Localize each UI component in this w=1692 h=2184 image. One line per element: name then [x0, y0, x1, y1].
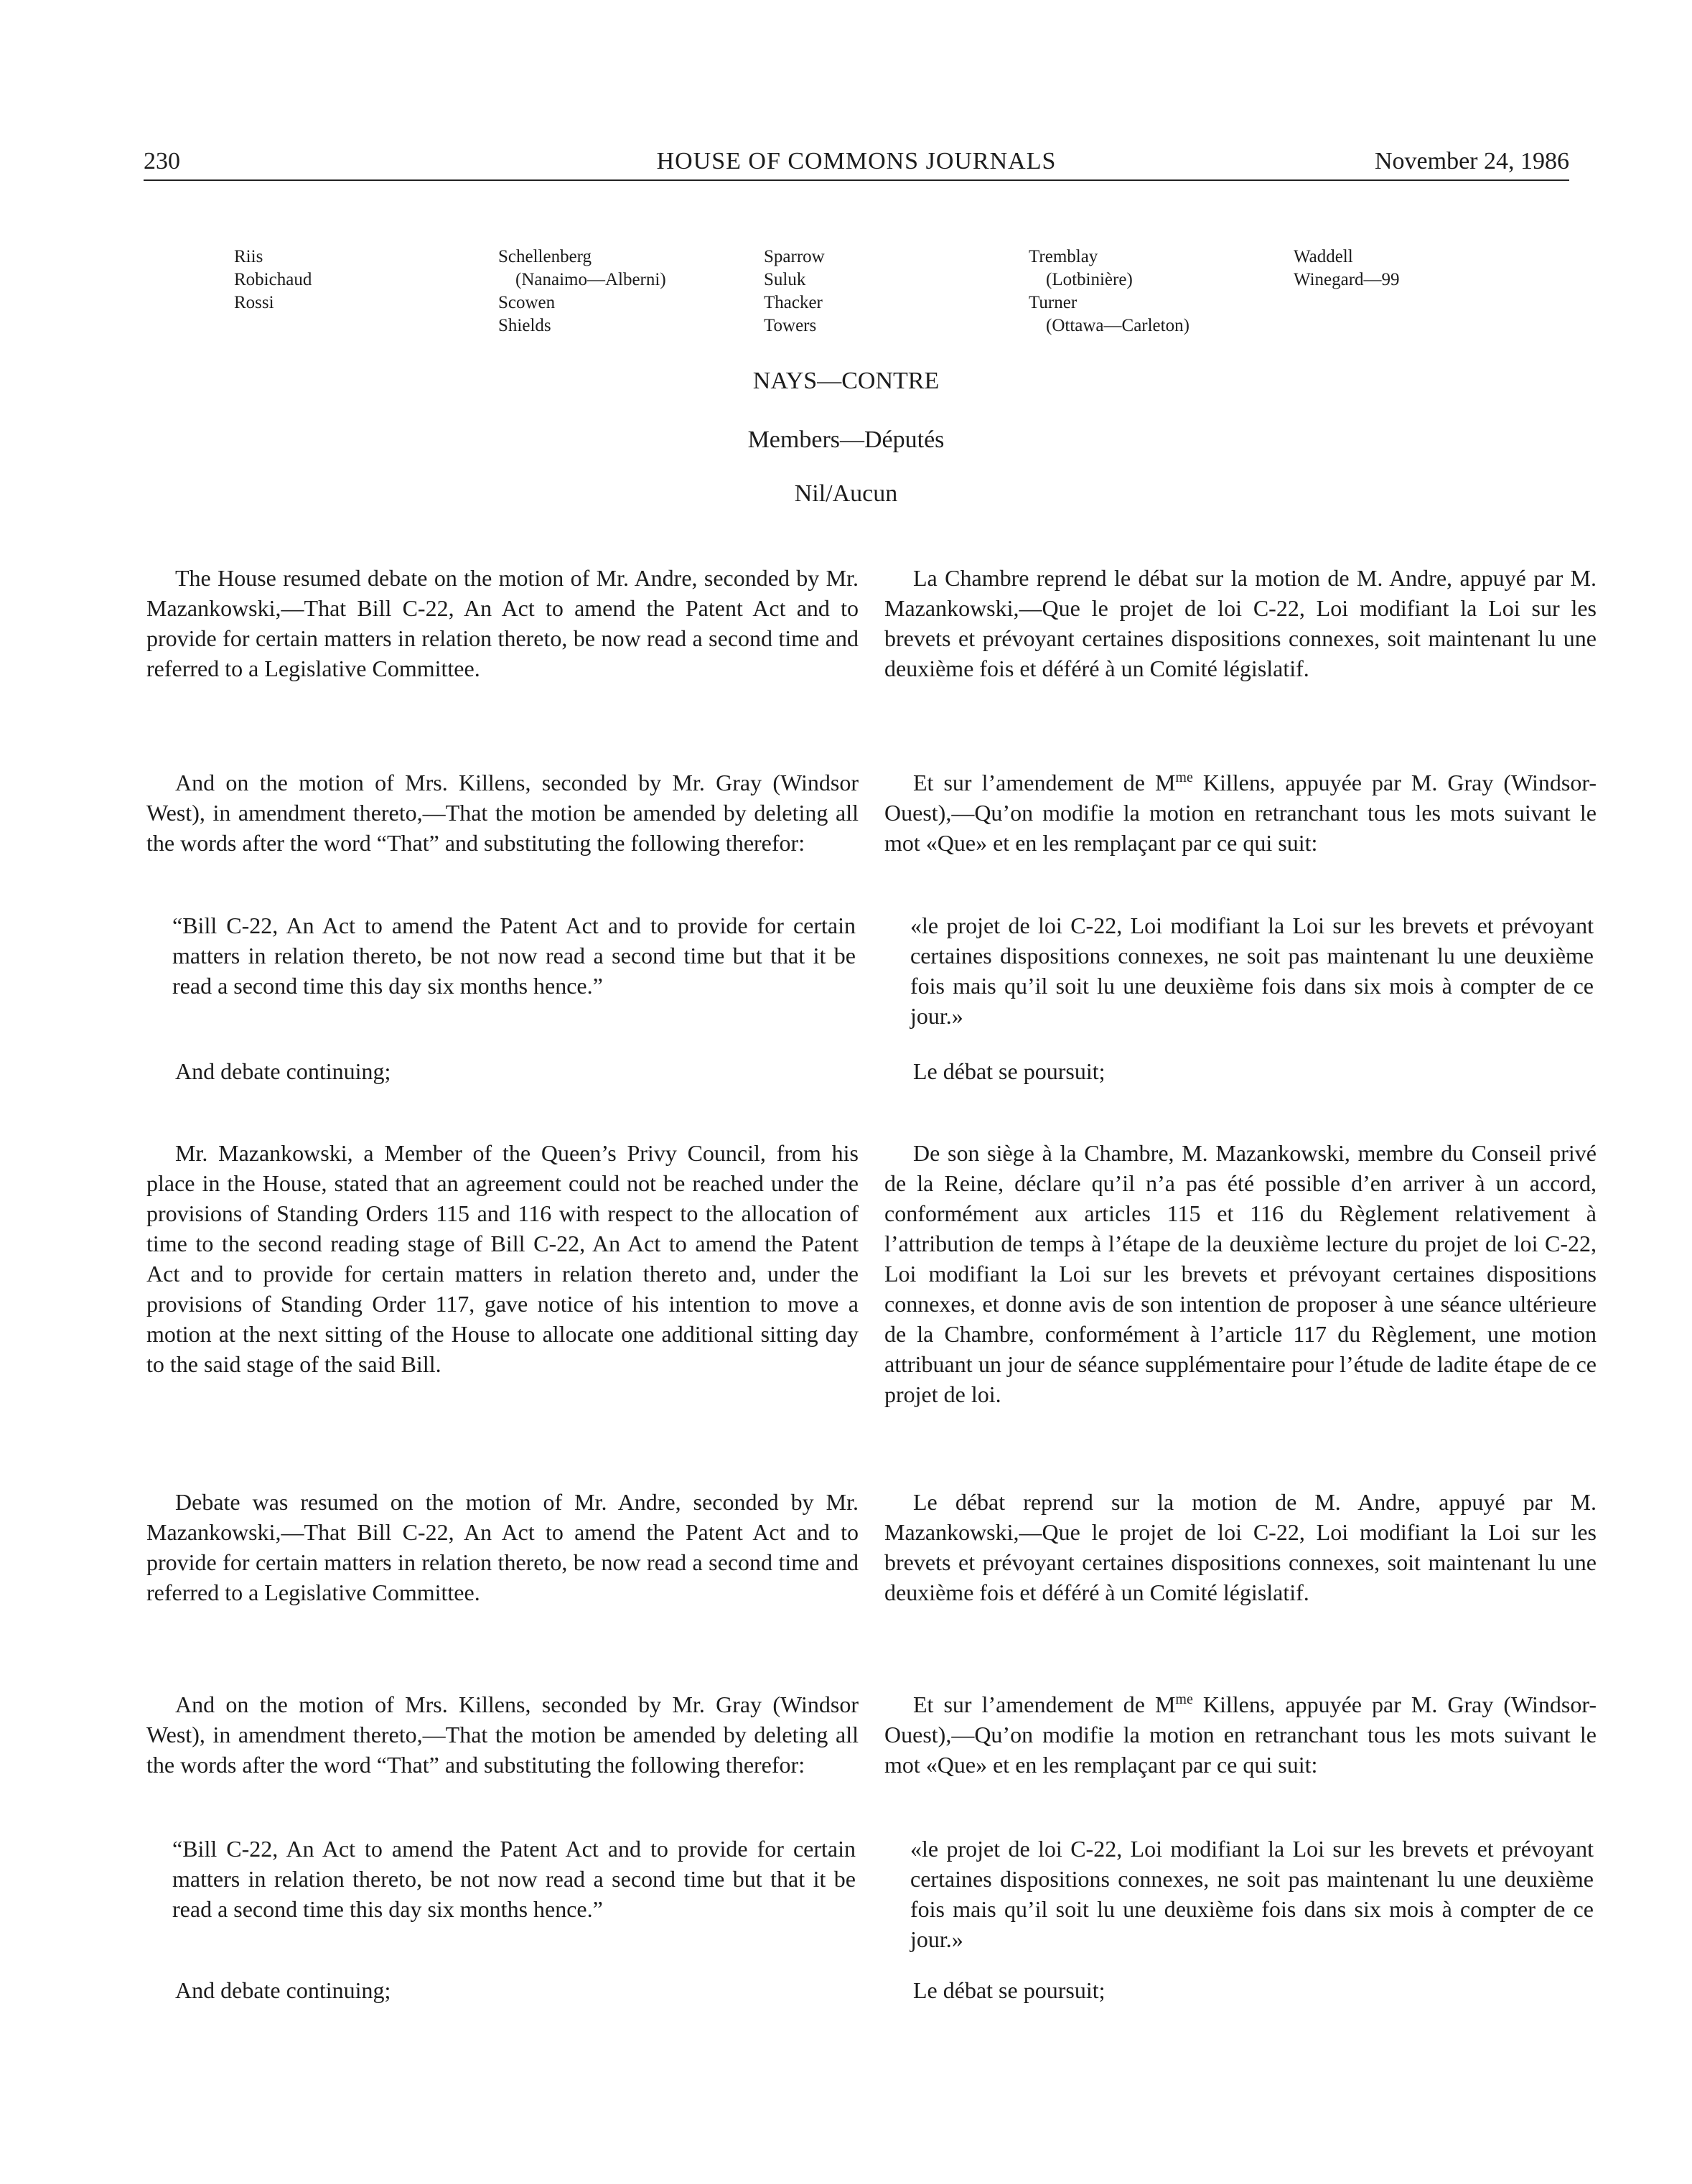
header-rule — [144, 179, 1569, 181]
fr-paragraph-amendment: Et sur l’amendement de $M^{me}$ Killens, appuyée par M. Gray (Windsor-Ouest),—Qu’on modifie la motion en retranchant tous les mots suivant le mot «Que» et en les remplaçant par ce qui suit: — [884, 770, 1597, 856]
yeas-column-3 — [764, 246, 825, 337]
fr-debate-continuing-2: Le débat se poursuit; — [913, 1977, 1106, 2003]
fr-quote-amendment-2: «le projet de loi C-22, Loi modifiant la Loi sur les brevets et prévoyant certaines dispositions connexes, ne soit pas maintenant lu une deuxième fois mais qu’il soit lu une deuxième fois dans six mois à compter de ce jour.» — [910, 1836, 1594, 1952]
fr-debate-continuing: Le débat se poursuit; — [913, 1058, 1106, 1084]
nays-members-label: Members—Députés — [747, 426, 945, 453]
page-header — [144, 146, 1569, 177]
member-riding: (Ottawa—Carleton) — [1046, 316, 1189, 335]
yeas-column-1 — [234, 246, 312, 314]
member-name: Schellenberg — [498, 247, 592, 266]
member-name: Shields — [498, 316, 551, 335]
member-riding: (Lotbinière) — [1046, 270, 1133, 289]
fr-paragraph-notice: De son siège à la Chambre, M. Mazankowski, membre du Conseil privé de la Reine, déclare qu’il n’a pas été possible d’en arriver à un accord, conformément aux articles 115 et 116 du Règlement relativement à l’attribution de temps à l’étape de la deuxième lecture du projet de loi C-22, Loi modifiant la Loi sur les brevets et prévoyant certaines dispositions connexes, et donne avis de son intention de proposer à une séance ultérieure de la Chambre, conformément à l’article 117 du Règlement, une motion attribuant un jour de séance supplémentaire pour l’étude de ladite étape de ce projet de loi. — [884, 1140, 1597, 1407]
fr-paragraph-resumed-debate: La Chambre reprend le débat sur la motion de M. Andre, appuyé par M. Mazankowski,—Que le projet de loi C-22, Loi modifiant la Loi sur les brevets et prévoyant certaines dispositions connexes, soit maintenant lu une deuxième fois et déféré à un Comité législatif. — [884, 565, 1597, 681]
en-paragraph-amendment: And on the motion of Mrs. Killens, seconded by Mr. Gray (Windsor West), in amendment thereto,—That the motion be amended by deleting all the words after the word “That” and substituting the following therefor: — [146, 770, 859, 856]
en-paragraph-amendment-2: And on the motion of Mrs. Killens, seconded by Mr. Gray (Windsor West), in amendment thereto,—That the motion be amended by deleting all the words after the word “That” and substituting the following therefor: — [146, 1691, 859, 1778]
member-name: Sparrow — [764, 247, 825, 266]
member-name: Thacker — [764, 293, 823, 312]
member-name: Turner — [1029, 293, 1078, 312]
en-paragraph-resumed-debate: The House resumed debate on the motion of Mr. Andre, seconded by Mr. Mazankowski,—That Bill C-22, An Act to amend the Patent Act and to provide for certain matters in relation thereto, be now read a second time and referred to a Legislative Committee. — [146, 565, 859, 681]
member-name: Winegard—99 — [1294, 270, 1400, 289]
member-name: Scowen — [498, 293, 556, 312]
yeas-column-2 — [498, 246, 666, 337]
page-number: 230 — [144, 148, 180, 174]
member-name: Suluk — [764, 270, 806, 289]
en-paragraph-notice: Mr. Mazankowski, a Member of the Queen’s Privy Council, from his place in the House, stated that an agreement could not be reached under the provisions of Standing Orders 115 and 116 with respect to the allocation of time to the second reading stage of Bill C-22, An Act to amend the Patent Act and to provide for certain matters in relation thereto and, under the provisions of Standing Order 117, gave notice of his intention to move a motion at the next sitting of the House to allocate one additional sitting day to the said stage of the said Bill. — [146, 1140, 859, 1377]
en-paragraph-debate-resumed: Debate was resumed on the motion of Mr. Andre, seconded by Mr. Mazankowski,—That Bill C-22, An Act to amend the Patent Act and to provide for certain matters in relation thereto, be now read a second time and referred to a Legislative Committee. — [146, 1489, 859, 1605]
member-name: Tremblay — [1029, 247, 1098, 266]
en-debate-continuing: And debate continuing; — [175, 1058, 391, 1084]
fr-paragraph-amendment-2: Et sur l’amendement de $M^{me}$ Killens, appuyée par M. Gray (Windsor-Ouest),—Qu’on modifie la motion en retranchant tous les mots suivant le mot «Que» et en les remplaçant par ce qui suit: — [884, 1691, 1597, 1778]
nays-nil-label: Nil/Aucun — [794, 480, 898, 507]
member-riding: (Nanaimo—Alberni) — [515, 270, 666, 289]
member-name: Robichaud — [234, 270, 312, 289]
en-debate-continuing-2: And debate continuing; — [175, 1977, 391, 2003]
yeas-column-4 — [1029, 246, 1189, 337]
fr-paragraph-debate-resumed: Le débat reprend sur la motion de M. Andre, appuyé par M. Mazankowski,—Que le projet de loi C-22, Loi modifiant la Loi sur les brevets et prévoyant certaines dispositions connexes, soit maintenant lu une deuxième fois et déféré à un Comité législatif. — [884, 1489, 1597, 1605]
member-name: Rossi — [234, 293, 274, 312]
journal-title: HOUSE OF COMMONS JOURNALS — [656, 148, 1057, 174]
member-name: Riis — [234, 247, 263, 266]
yeas-column-5 — [1294, 246, 1400, 291]
en-quote-amendment: “Bill C-22, An Act to amend the Patent Act and to provide for certain matters in relation thereto, be not now read a second time but that it be read a second time this day six months hence.” — [172, 913, 856, 999]
journal-date: November 24, 1986 — [1374, 148, 1569, 174]
en-quote-amendment-2: “Bill C-22, An Act to amend the Patent Act and to provide for certain matters in relation thereto, be not now read a second time but that it be read a second time this day six months hence.” — [172, 1836, 856, 1922]
nays-heading: NAYS—CONTRE — [752, 368, 940, 394]
member-name: Towers — [764, 316, 817, 335]
member-name: Waddell — [1294, 247, 1353, 266]
fr-quote-amendment: «le projet de loi C-22, Loi modifiant la Loi sur les brevets et prévoyant certaines dispositions connexes, ne soit pas maintenant lu une deuxième fois mais qu’il soit lu une deuxième fois dans six mois à compter de ce jour.» — [910, 913, 1594, 1029]
